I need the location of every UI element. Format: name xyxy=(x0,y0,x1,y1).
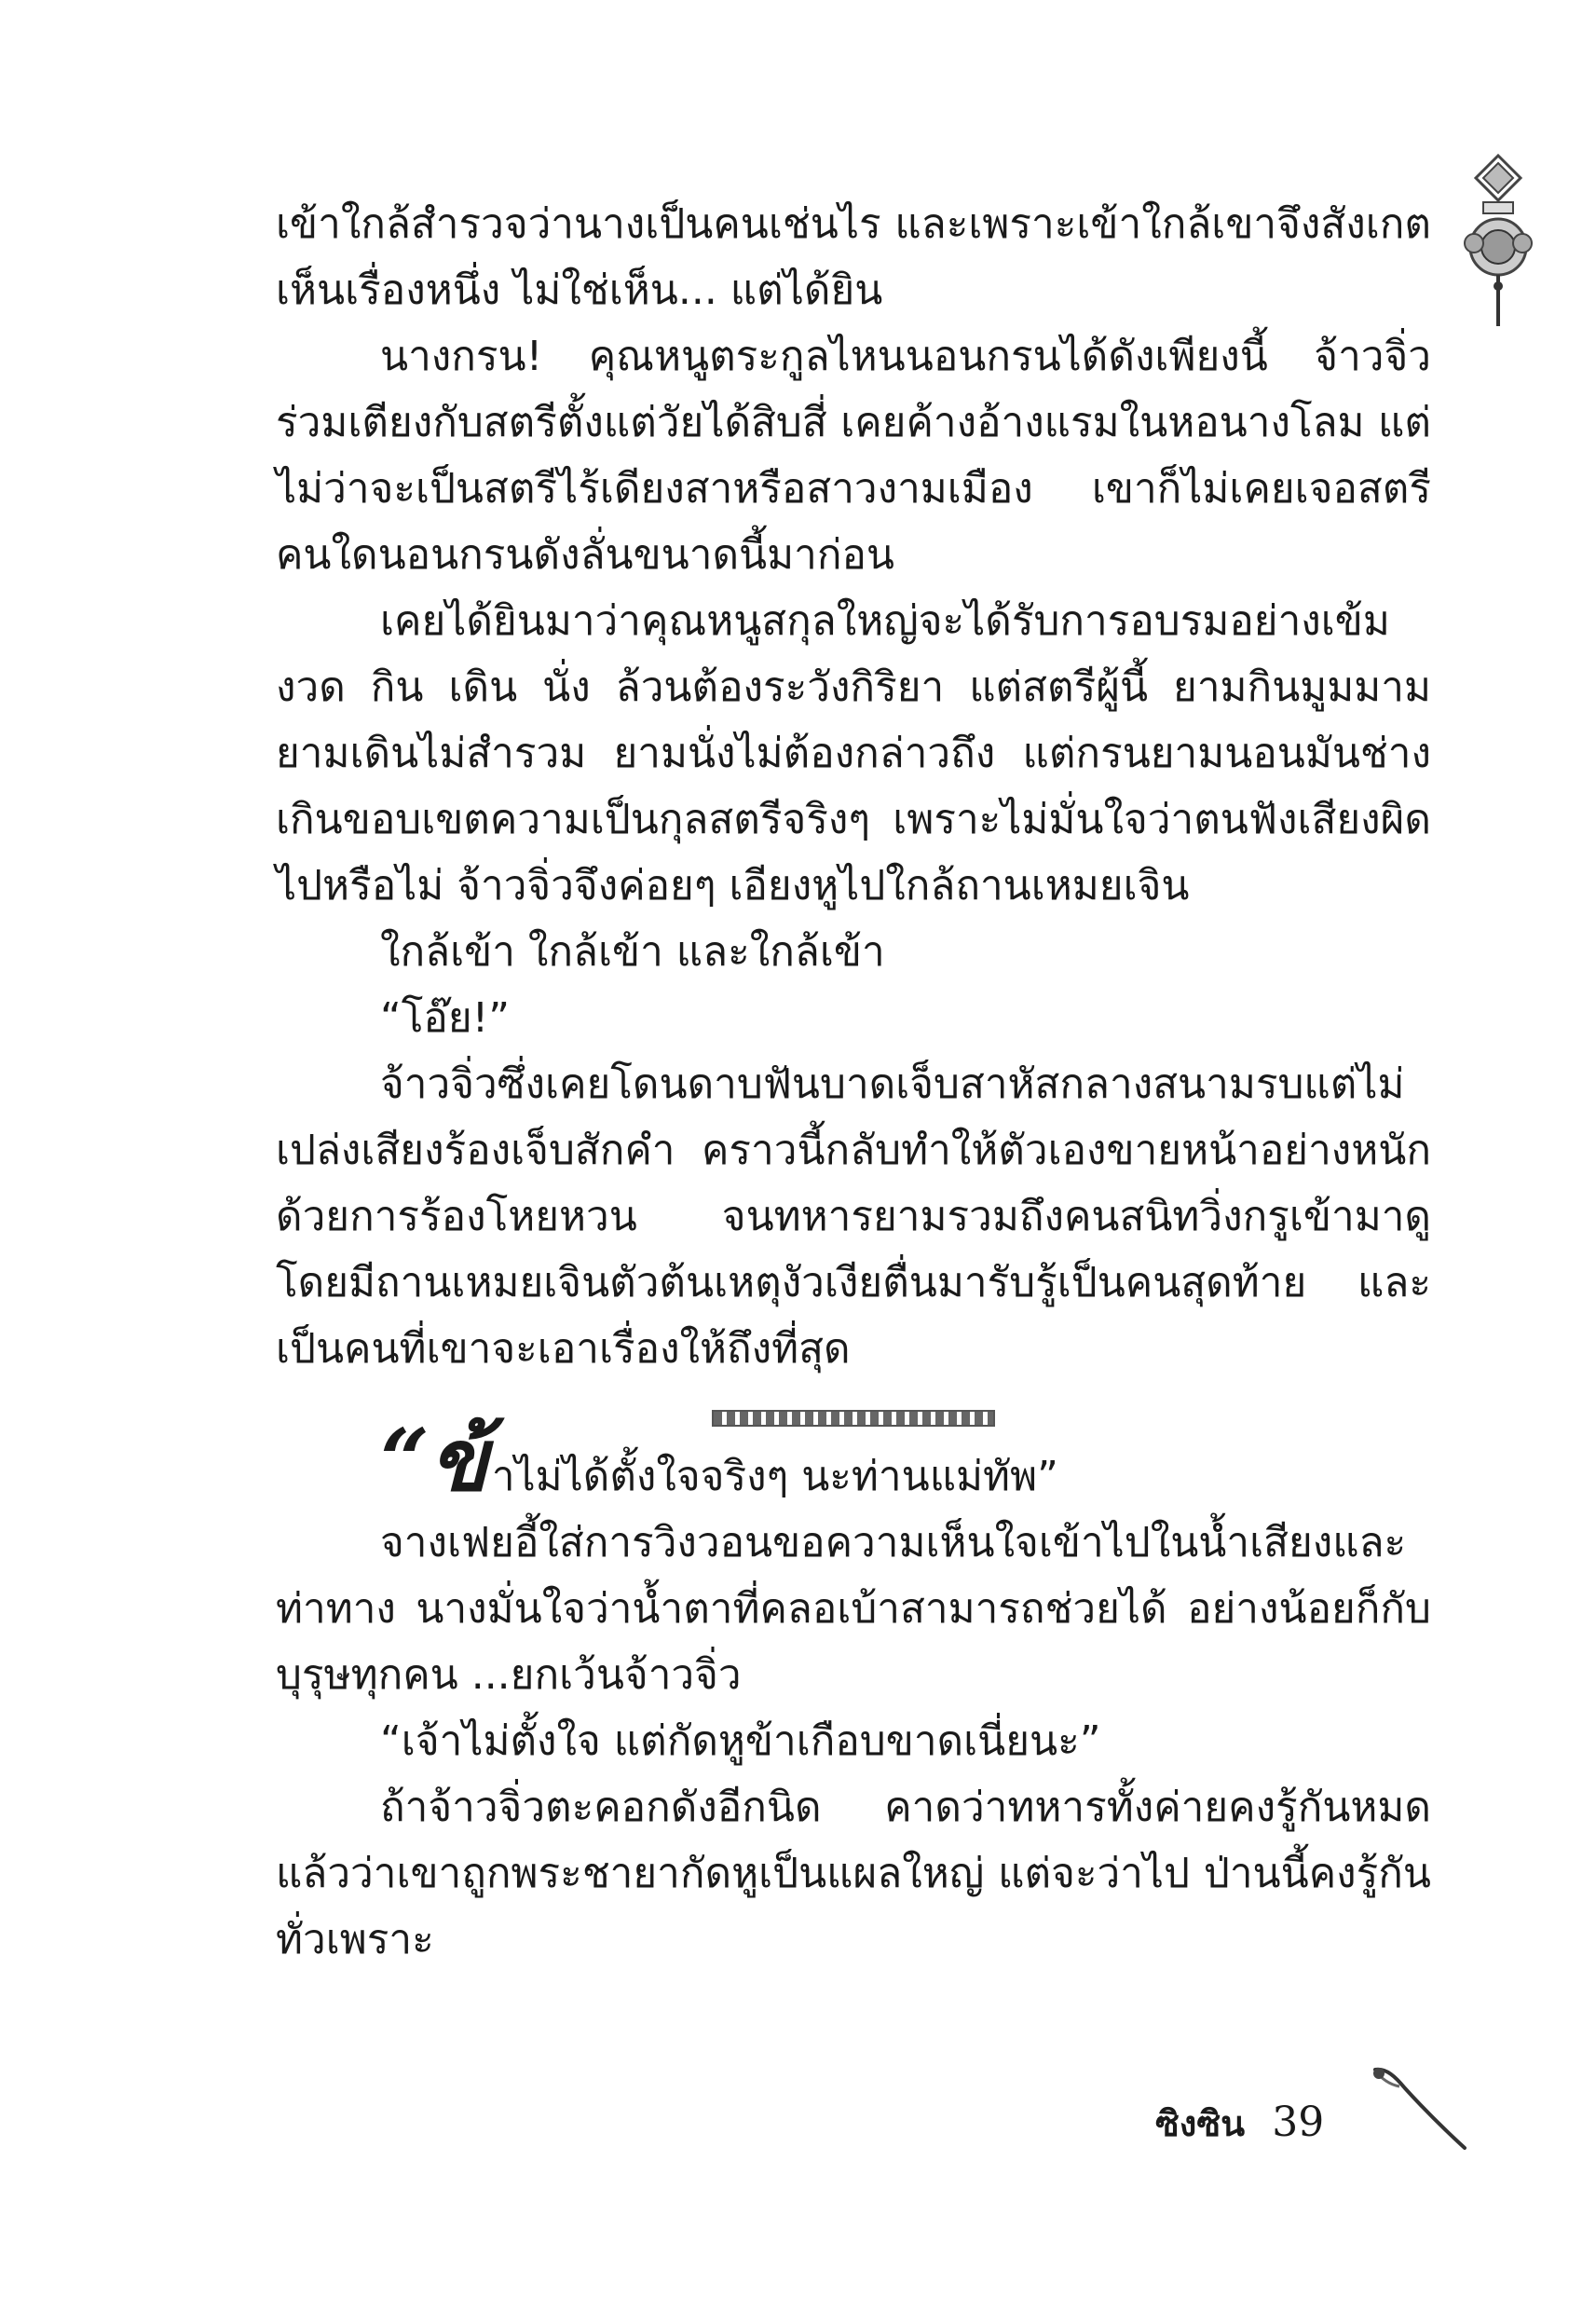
section-divider xyxy=(712,1410,995,1427)
chinese-knot-ornament-icon xyxy=(1459,154,1537,331)
paragraph-3: เคยได้ยินมาว่าคุณหนูสกุลใหญ่จะได้รับการอบรมอย่างเข้มงวด กิน เดิน นั่ง ล้วนต้องระวังกิริยา แต่สตรีผู้นี้ ยามกินมูมมาม ยามเดินไม่สำรวม ยามนั่งไม่ต้องกล่าวถึง แต่กรนยามนอนมันช่างเกินขอบเขตความเป็นกุลสตรีจริงๆ เพราะไม่มั่นใจว่าตนฟังเสียงผิดไปหรือไม่ จ้าวจิ่วจึงค่อยๆ เอียงหูไปใกล้ถานเหมยเจิน xyxy=(276,597,1431,909)
paragraph-6: จ้าวจิ่วซึ่งเคยโดนดาบฟันบาดเจ็บสาหัสกลางสนามรบแต่ไม่เปล่งเสียงร้องเจ็บสักคำ คราวนี้กลับทำให้ตัวเองขายหน้าอย่างหนักด้วยการร้องโหยหวน จนทหารยามรวมถึงคนสนิทวิ่งกรูเข้ามาดู โดยมีถานเหมยเจินตัวต้นเหตุงัวเงียตื่นมารับรู้เป็นคนสุดท้าย และเป็นคนที่เขาจะเอาเรื่องให้ถึงที่สุด xyxy=(276,1060,1431,1373)
paragraph-1: เข้าใกล้สำรวจว่านางเป็นคนเช่นไร และเพราะเข้าใกล้เขาจึงสังเกตเห็นเรื่องหนึ่ง ไม่ใช่เห็น... แต่ได้ยิน xyxy=(276,200,1431,314)
dropcap-rest: าไม่ได้ตั้งใจจริงๆ นะท่านแม่ทัพ” xyxy=(491,1453,1058,1500)
paragraph-4: ใกล้เข้า ใกล้เข้า และใกล้เข้า xyxy=(380,928,885,976)
dropcap-paragraph xyxy=(276,1410,1431,1511)
page-number: 39 xyxy=(1272,2099,1325,2146)
paragraph-7: จางเฟยอี้ใส่การวิงวอนขอความเห็นใจเข้าไปในน้ำเสียงและท่าทาง นางมั่นใจว่าน้ำตาที่คลอเบ้าสามารถช่วยได้ อย่างน้อยก็กับบุรุษทุกคน ...ยกเว้นจ้าวจิ่ว xyxy=(276,1519,1431,1699)
paragraph-8: “เจ้าไม่ตั้งใจ แต่กัดหูข้าเกือบขาดเนี่ยนะ” xyxy=(380,1717,1101,1765)
paragraph-9: ถ้าจ้าวจิ่วตะคอกดังอีกนิด คาดว่าทหารทั้งค่ายคงรู้กันหมดแล้วว่าเขาถูกพระชายากัดหูเป็นแผลใหญ่ แต่จะว่าไป ป่านนี้คงรู้กันทั่วเพราะ xyxy=(276,1784,1431,1963)
dropcap-letter: “ข้ xyxy=(380,1410,488,1511)
page-footer xyxy=(1155,2095,1324,2152)
body-text xyxy=(276,191,1431,1973)
paragraph-2: นางกรน! คุณหนูตระกูลไหนนอนกรนได้ดังเพียงนี้ จ้าวจิ่วร่วมเตียงกับสตรีตั้งแต่วัยได้สิบสี่ เคยค้างอ้างแรมในหอนางโลม แต่ไม่ว่าจะเป็นสตรีไร้เดียงสาหรือสาวงามเมือง เขาก็ไม่เคยเจอสตรีคนใดนอนกรนดังลั่นขนาดนี้มาก่อน xyxy=(276,333,1431,579)
quill-brush-icon xyxy=(1368,2064,1470,2153)
book-title: ซิงซิน xyxy=(1155,2102,1246,2144)
paragraph-5: “โอ๊ย!” xyxy=(380,994,511,1042)
